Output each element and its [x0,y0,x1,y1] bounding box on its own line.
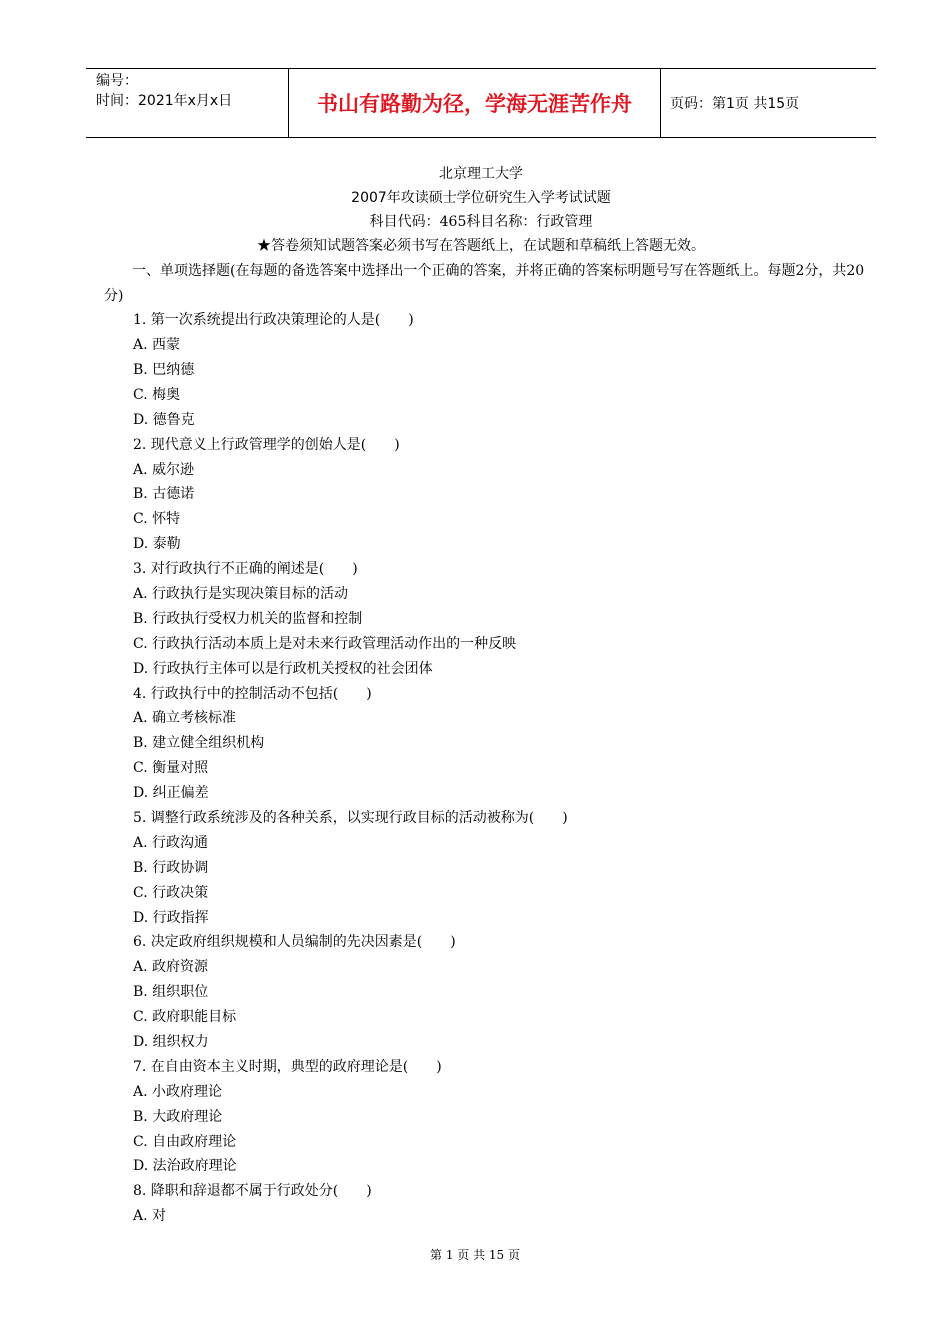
option-line: C. 自由政府理论 [133,1133,237,1150]
header-page-info: 页码：第1页 共15页 [670,96,800,112]
university-title: 北京理工大学 [439,166,523,182]
option-line: D. 法治政府理论 [133,1158,237,1175]
option-line: A. 西蒙 [133,337,181,354]
header-motto: 书山有路勤为径，学海无涯苦作舟 [288,69,661,137]
option-line: B. 巴纳德 [133,361,195,378]
exam-title: 2007年攻读硕士学位研究生入学考试试题 [351,190,611,206]
question-line: 5. 调整行政系统涉及的各种关系，以实现行政目标的活动被称为( ) [133,810,568,826]
option-line: D. 德鲁克 [133,411,195,428]
question-line: 2. 现代意义上行政管理学的创始人是( ) [133,436,400,453]
option-line: B. 组织职位 [133,984,209,1001]
option-line: B. 建立健全组织机构 [133,735,265,752]
option-line: A. 对 [133,1208,167,1225]
option-line: D. 行政指挥 [133,909,209,926]
number-label: 编号： [96,73,138,89]
subject-line: 科目代码：465科目名称：行政管理 [369,214,593,230]
option-line: B. 行政协调 [133,859,209,876]
time-label: 时间：2021年x月x日 [96,93,233,109]
option-line: B. 行政执行受权力机关的监督和控制 [133,610,363,627]
question-line: 1. 第一次系统提出行政决策理论的人是( ) [133,312,414,329]
question-line: 4. 行政执行中的控制活动不包括( ) [133,685,372,702]
answer-notice: ★答卷须知试题答案必须书写在答题纸上，在试题和草稿纸上答题无效。 [257,238,705,254]
page-header [86,68,876,138]
option-line: A. 行政沟通 [133,834,209,851]
question-line: 3. 对行政执行不正确的阐述是( ) [133,561,358,578]
option-line: D. 组织权力 [133,1034,209,1051]
question-line: 7. 在自由资本主义时期，典型的政府理论是( ) [133,1058,442,1075]
option-line: C. 行政执行活动本质上是对未来行政管理活动作出的一种反映 [133,635,517,652]
question-line: 8. 降职和辞退都不属于行政处分( ) [133,1183,372,1200]
exam-title-block [86,162,876,258]
option-line: A. 威尔逊 [133,461,195,478]
option-line: A. 确立考核标准 [133,710,237,727]
option-line: C. 政府职能目标 [133,1009,237,1026]
option-line: C. 怀特 [133,511,181,528]
option-line: B. 大政府理论 [133,1108,223,1125]
option-line: A. 行政执行是实现决策目标的活动 [133,585,349,602]
header-meta [86,69,288,137]
section-instruction: 一、单项选择题(在每题的备选答案中选择出一个正确的答案，并将正确的答案标明题号写在答题纸上。每题2分，共20分) [104,263,865,304]
option-line: D. 泰勒 [133,536,181,553]
option-line: A. 小政府理论 [133,1083,223,1100]
question-body [104,259,874,1229]
option-line: A. 政府资源 [133,959,209,976]
page-footer: 第 1 页 共 15 页 [430,1248,520,1262]
question-line: 6. 决定政府组织规模和人员编制的先决因素是( ) [133,934,456,951]
question-list [104,308,874,1229]
option-line: C. 梅奥 [133,386,181,403]
option-line: C. 衡量对照 [133,760,209,777]
option-line: C. 行政决策 [133,884,209,901]
option-line: D. 纠正偏差 [133,785,209,802]
option-line: B. 古德诺 [133,486,195,503]
option-line: D. 行政执行主体可以是行政机关授权的社会团体 [133,660,433,677]
